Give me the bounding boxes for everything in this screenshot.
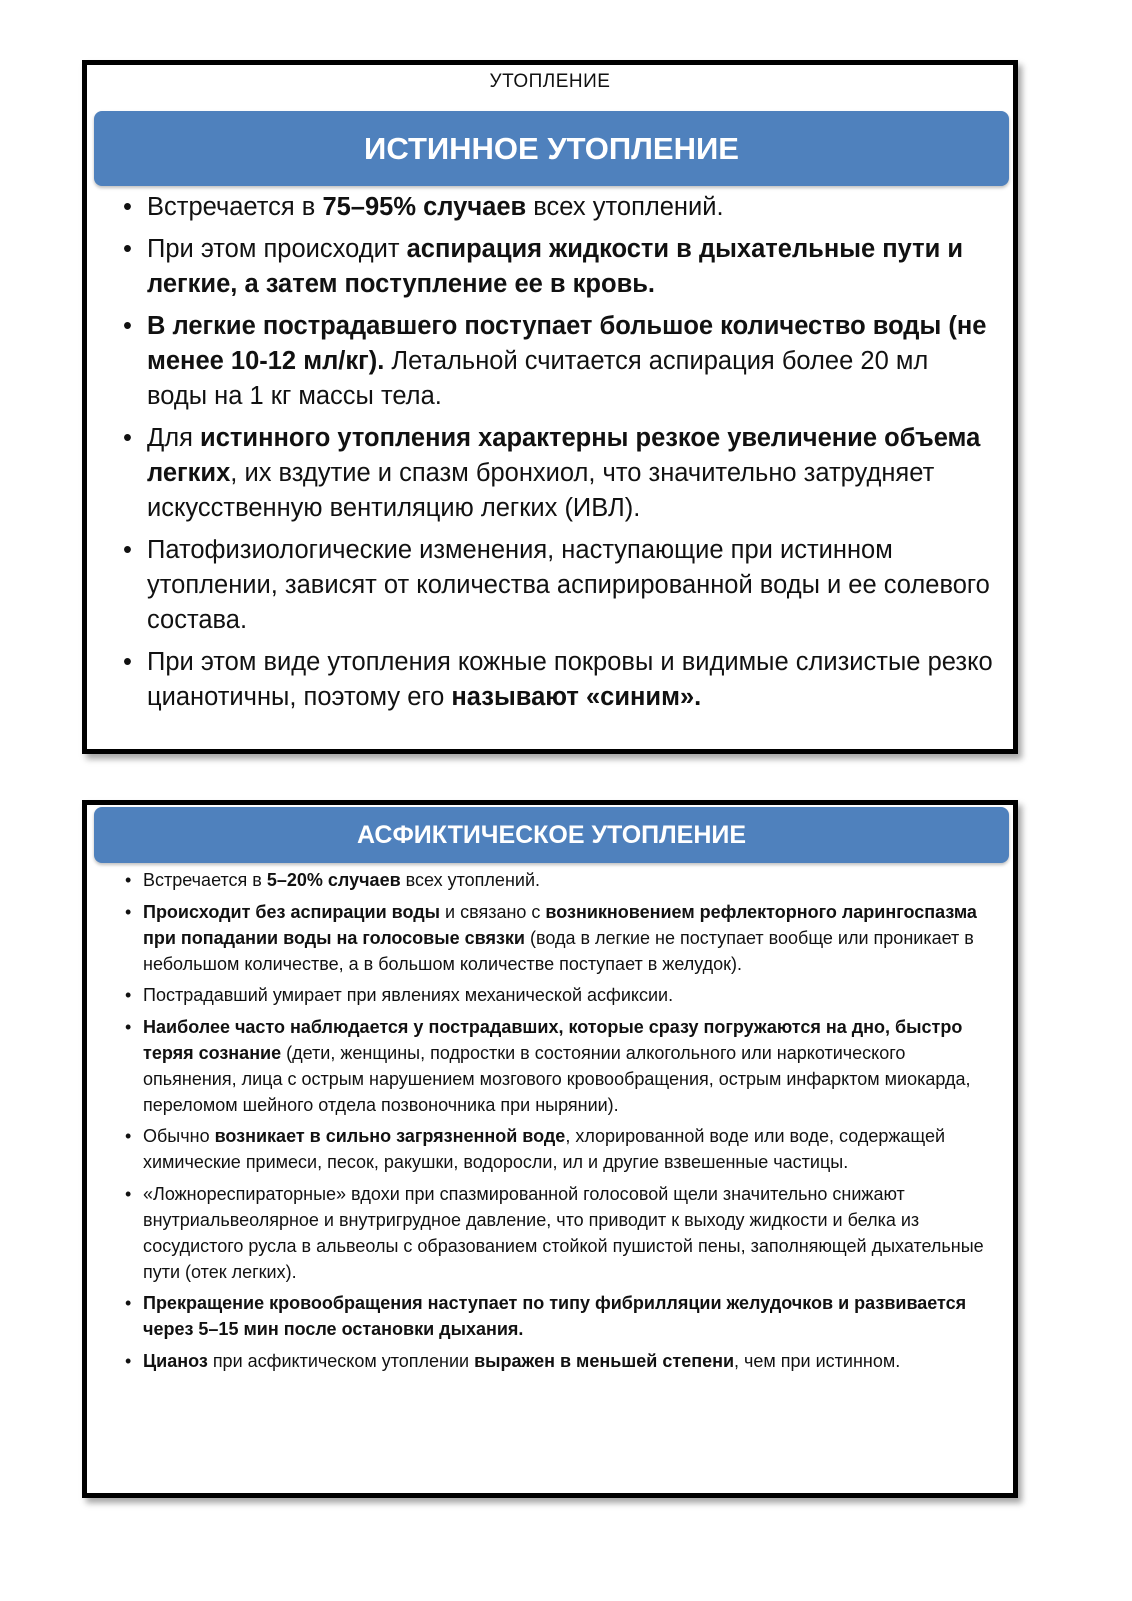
bold-text: аспирация жидкости в дыхательные пути и легкие, а затем поступление ее в кровь. [147, 235, 964, 298]
text: (дети, женщины, подростки в состоянии алкогольного или наркотического опьянения, лица с острым нарушением мозгового кровообращения, острым инфарктом миокарда, переломом шейного отдела позвоночника при нырянии). [143, 1042, 971, 1115]
bullet-item [143, 1123, 995, 1175]
bold-text: Цианоз [143, 1350, 208, 1371]
text: и связано с [440, 901, 546, 922]
text: Пострадавший умирает при явлениях механической асфиксии. [143, 985, 674, 1005]
bullet-list [143, 867, 995, 1379]
bold-text: В легкие пострадавшего поступает большое количество воды (не менее 10-12 мл/кг). [147, 312, 987, 375]
text: Обычно [143, 1126, 215, 1146]
slide-heading-banner: ИСТИННОЕ УТОПЛЕНИЕ [94, 111, 1009, 186]
bullet-item [147, 421, 993, 526]
bullet-item [143, 867, 995, 893]
bullet-item [143, 1290, 995, 1342]
slide-asphyxial-drowning [82, 800, 1018, 1498]
bold-text: 5–20% случаев [266, 870, 401, 890]
bold-text: возникновением рефлекторного ларингоспазма при попадании воды на голосовые связки [143, 901, 977, 948]
slide-heading-banner: АСФИКТИЧЕСКОЕ УТОПЛЕНИЕ [94, 807, 1009, 863]
text: Встречается в [143, 870, 267, 890]
bullet-item [147, 645, 993, 715]
text: «Ложнореспираторные» вдохи при спазмированной голосовой щели значительно снижают внутриальвеолярное и внутригрудное давление, что приводит к выходу жидкости и белка из сосудистого русла в альвеолы с образованием стойкой пушистой пены, заполняющей дыхательные пути (отек легких). [143, 1183, 984, 1282]
bullet-item [143, 982, 995, 1008]
text: При этом виде утопления кожные покровы и видимые слизистые резко цианотичны, поэтому его [147, 648, 993, 711]
bullet-item [143, 1014, 995, 1118]
bullet-item [147, 190, 993, 225]
bold-text: называют «синим». [451, 683, 702, 711]
bold-text: 75–95% случаев [322, 193, 527, 221]
bold-text: возникает в сильно загрязненной воде [214, 1126, 566, 1146]
text: , их вздутие и спазм бронхиол, что значительно затрудняет искусственную вентиляцию легких (ИВЛ). [147, 459, 935, 522]
bullet-item [143, 1181, 995, 1285]
text: При этом происходит [147, 235, 407, 263]
bold-text: Наиболее часто наблюдается у пострадавших, которые сразу погружаются на дно, быстро теряя сознание [143, 1016, 963, 1063]
text: Патофизиологические изменения, наступающие при истинном утоплении, зависят от количества аспирированной воды и ее солевого состава. [147, 536, 990, 634]
bullet-item [147, 309, 993, 414]
text: при асфиктическом утоплении [207, 1350, 475, 1371]
bullet-item [143, 899, 995, 977]
bold-text: Происходит без аспирации воды [143, 901, 441, 922]
text: Летальной считается аспирация более 20 мл воды на 1 кг массы тела. [147, 347, 929, 410]
text: , чем при истинном. [734, 1350, 901, 1371]
bullet-item [143, 1348, 995, 1374]
text: (вода в легкие не поступает вообще или проникает в небольшом количестве, а в большом количестве поступает в желудок). [143, 927, 974, 974]
bullet-item [147, 232, 993, 302]
bold-text: выражен в меньшей степени [474, 1350, 735, 1371]
slide-true-drowning [82, 60, 1018, 754]
text: Для [147, 424, 201, 452]
bold-text: истинного утопления характерны резкое увеличение объема легких [147, 424, 981, 487]
text: всех утоплений. [526, 193, 724, 221]
text: всех утоплений. [400, 870, 540, 890]
document-title: УТОПЛЕНИЕ [489, 71, 611, 92]
bullet-list [147, 190, 993, 722]
text: , хлорированной воде или воде, содержащей химические примеси, песок, ракушки, водоросли, ил и другие взвешенные частицы. [143, 1126, 946, 1172]
text: Встречается в [147, 193, 323, 221]
bold-text: Прекращение кровообращения наступает по типу фибрилляции желудочков и развивается через 5–15 мин после остановки дыхания. [143, 1293, 967, 1339]
bullet-item [147, 533, 993, 638]
